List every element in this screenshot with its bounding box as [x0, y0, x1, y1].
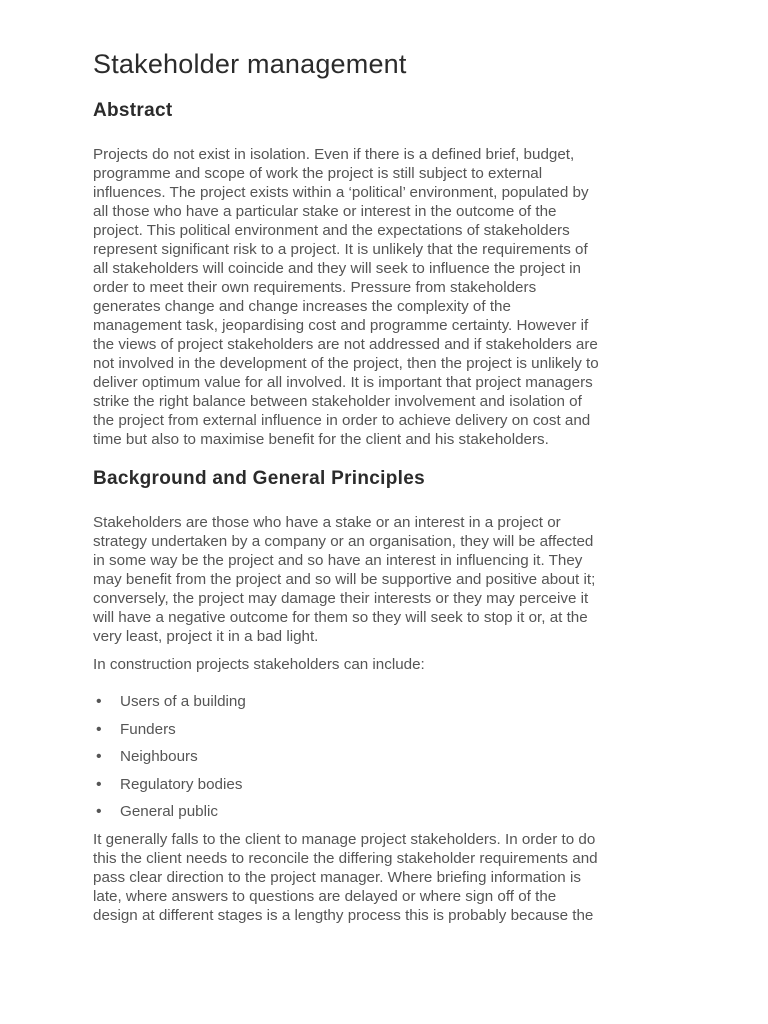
text-line: the views of project stakeholders are not addressed and if stakeholders are — [93, 336, 598, 353]
abstract-paragraph — [93, 145, 693, 449]
bullet-icon: • — [96, 693, 102, 710]
text-line: this the client needs to reconcile the differing stakeholder requirements and — [93, 849, 598, 867]
bullet-icon: • — [96, 775, 102, 793]
text-line: deliver optimum value for all involved. It is important that project managers — [93, 374, 593, 391]
text-line: strike the right balance between stakeholder involvement and isolation of — [93, 393, 582, 410]
text-line: very least, project it in a bad light. — [93, 628, 319, 645]
text-line: order to meet their own requirements. Pressure from stakeholders — [93, 279, 537, 296]
text-line: Stakeholders are those who have a stake or an interest in a project or — [93, 514, 561, 531]
list-item-label: Regulatory bodies — [120, 775, 243, 793]
text-line: Projects do not exist in isolation. Even if there is a defined brief, budget, — [93, 146, 575, 163]
text-line: strategy undertaken by a company or an organisation, they will be affected — [93, 533, 594, 550]
text-line: generates change and change increases the complexity of the — [93, 298, 511, 315]
text-line: time but also to maximise benefit for the client and his stakeholders. — [93, 431, 549, 448]
text-line: will have a negative outcome for them so they will seek to stop it or, at the — [93, 609, 588, 626]
abstract-heading: Abstract — [93, 100, 173, 121]
stakeholder-list — [93, 692, 693, 821]
list-item — [93, 802, 693, 821]
background-heading: Background and General Principles — [93, 468, 425, 489]
text-line: all stakeholders will coincide and they will seek to influence the project in — [93, 260, 581, 277]
text-line: programme and scope of work the project is still subject to external — [93, 165, 543, 182]
list-item-label: Funders — [120, 720, 176, 738]
list-item — [93, 692, 693, 711]
text-line: represent significant risk to a project. It is unlikely that the requirements of — [93, 241, 588, 258]
list-item — [93, 775, 693, 794]
background-paragraph-3 — [93, 830, 693, 925]
text-line: the project from external influence in order to achieve delivery on cost and — [93, 412, 591, 429]
text-line: late, where answers to questions are delayed or where sign off of the — [93, 887, 557, 905]
list-item — [93, 747, 693, 766]
text-line: management task, jeopardising cost and programme certainty. However if — [93, 317, 589, 334]
text-line: not involved in the development of the project, then the project is unlikely to — [93, 355, 599, 372]
background-paragraph-1 — [93, 513, 693, 646]
list-item-label: Neighbours — [120, 748, 198, 765]
text-line: conversely, the project may damage their interests or they may perceive it — [93, 590, 589, 607]
list-item-label: General public — [120, 803, 218, 820]
list-item-label: Users of a building — [120, 693, 246, 710]
text-line: influences. The project exists within a ‘political’ environment, populated by — [93, 184, 589, 201]
text-line: pass clear direction to the project manager. Where briefing information is — [93, 868, 581, 886]
text-line: It generally falls to the client to manage project stakeholders. In order to do — [93, 830, 596, 848]
document-page — [93, 47, 693, 925]
document-title: Stakeholder management — [93, 49, 407, 79]
bullet-icon: • — [96, 720, 102, 738]
bullet-icon: • — [96, 748, 102, 765]
text-line: design at different stages is a lengthy process this is probably because the — [93, 906, 594, 924]
bullet-icon: • — [96, 803, 102, 820]
text-line: in some way be the project and so have an interest in influencing it. They — [93, 552, 583, 569]
text-line: project. This political environment and the expectations of stakeholders — [93, 222, 570, 239]
background-paragraph-2: In construction projects stakeholders can include: — [93, 656, 425, 673]
text-line: may benefit from the project and so will be supportive and positive about it; — [93, 571, 596, 588]
text-line: all those who have a particular stake or interest in the outcome of the — [93, 203, 557, 220]
list-item — [93, 720, 693, 739]
